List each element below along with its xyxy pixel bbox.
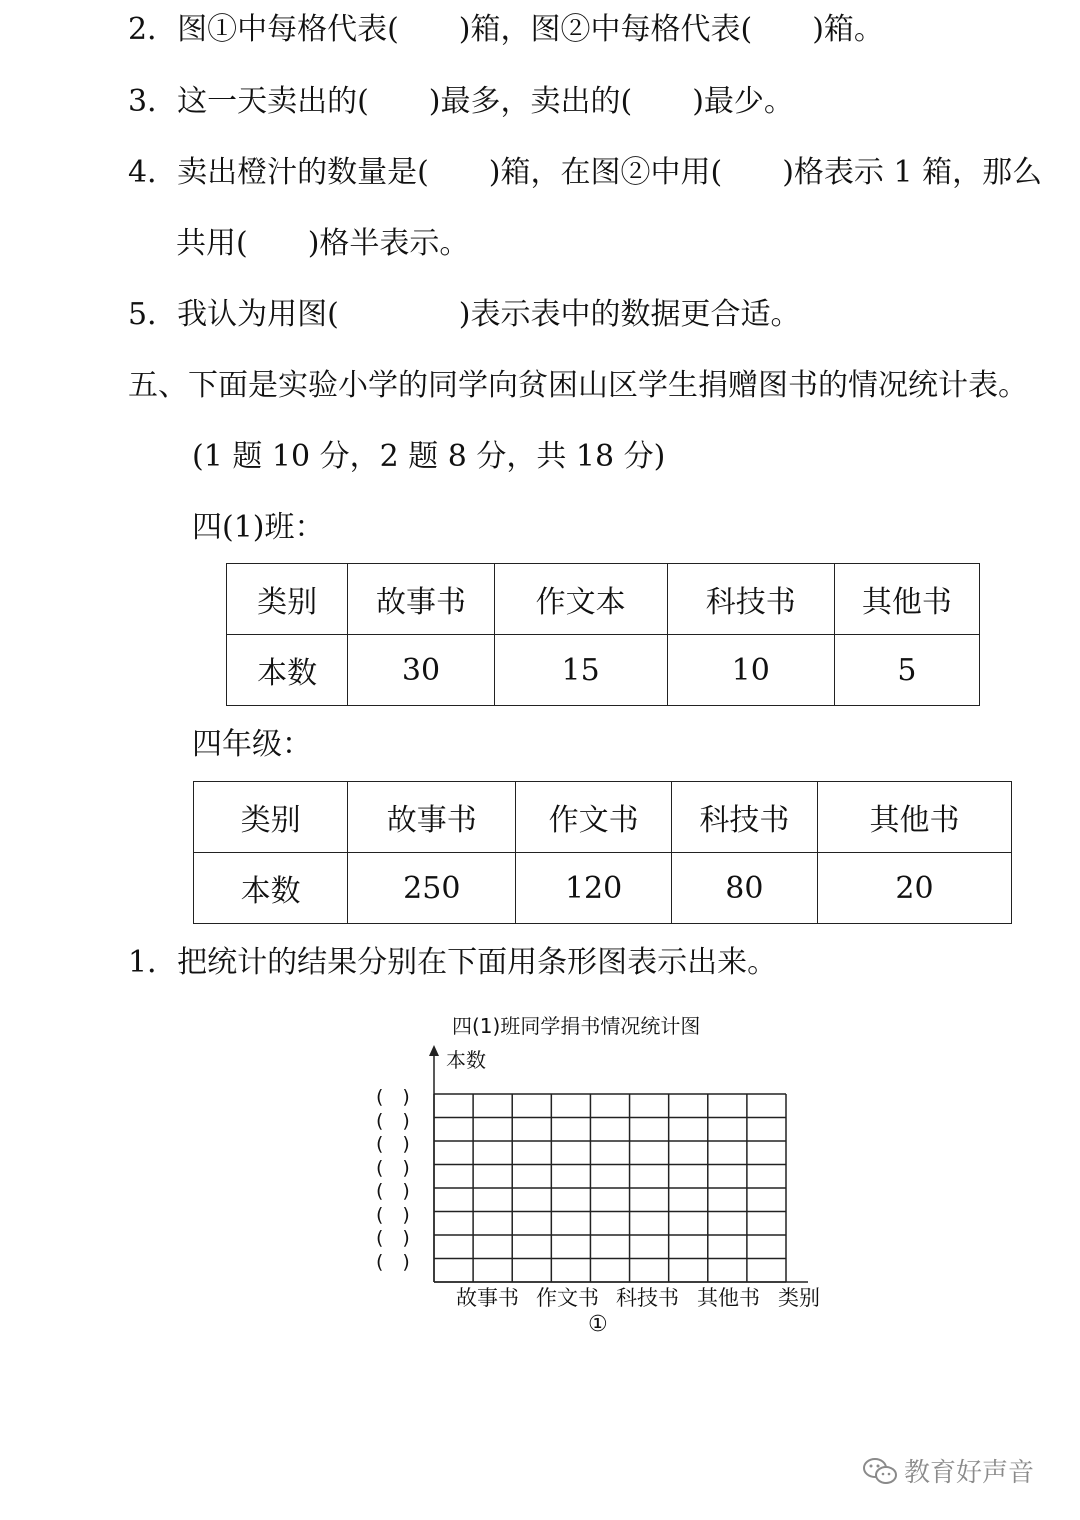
question-number: 5． [128,297,178,332]
table-cell: 30 [348,635,494,706]
question-text: 共用( )格半表示。 [176,226,470,261]
table-cell: 其他书 [834,564,979,635]
table-cell: 作文本 [494,564,667,635]
table-cell: 250 [348,853,516,924]
question-text: 这一天卖出的( )最多，卖出的( )最少。 [177,84,794,119]
question-number: 3． [128,84,178,119]
x-axis-label: 类别 [778,1286,820,1310]
table-cell: 作文书 [516,782,671,853]
table-cell: 类别 [227,564,348,635]
question-text: 卖出橙汁的数量是( )箱，在图②中用( )格表示 1 箱，那么 [177,155,1043,190]
section-score: (1 题 10 分，2 题 8 分，共 18 分) [192,439,666,474]
chart-number: ① [588,1312,608,1337]
y-tick-blank: ( ) [376,1086,410,1108]
y-tick-blank: ( ) [376,1156,410,1179]
y-tick-blank: ( ) [376,1133,410,1155]
y-tick-blank: ( ) [376,1227,410,1249]
wechat-icon [862,1456,898,1486]
x-category-label: 科技书 [616,1286,679,1310]
watermark [862,1452,1034,1489]
table-cell: 类别 [194,782,348,853]
question-text: 图①中每格代表( )箱，图②中每格代表( )箱。 [177,12,884,47]
table1-caption: 四(1)班： [192,510,325,545]
table-cell: 80 [671,853,817,924]
chart-title: 四(1)班同学捐书情况统计图 [452,1014,701,1038]
question-text: 我认为用图( )表示表中的数据更合适。 [177,297,801,332]
question-number: 1． [128,945,178,980]
chart-y-axis-label: 本数 [446,1048,486,1072]
question-number: 4． [128,155,178,190]
y-tick-blank: ( ) [376,1203,410,1226]
section-heading: 五、下面是实验小学的同学向贫困山区学生捐赠图书的情况统计表。 [128,368,1028,403]
table2-caption: 四年级： [192,727,312,762]
table-cell: 本数 [227,635,348,706]
y-tick-blank: ( ) [376,1180,410,1202]
table-cell: 本数 [194,853,348,924]
table-cell: 故事书 [348,564,494,635]
x-category-label: 故事书 [456,1286,519,1310]
x-category-label: 其他书 [697,1286,760,1310]
table-cell: 故事书 [348,782,516,853]
question-text: 把统计的结果分别在下面用条形图表示出来。 [177,945,778,980]
y-tick-blank: ( ) [376,1250,410,1273]
table-cell: 科技书 [667,564,834,635]
table-cell: 5 [834,635,979,706]
table-cell: 15 [494,635,667,706]
y-axis-arrow-icon [429,1045,439,1056]
x-category-label: 作文书 [536,1286,599,1310]
table-cell: 20 [818,853,1012,924]
table-cell: 120 [516,853,671,924]
y-tick-blank: ( ) [376,1109,410,1132]
table-cell: 10 [667,635,834,706]
table-cell: 科技书 [671,782,817,853]
question-number: 2． [128,12,178,47]
watermark-text: 教育好声音 [904,1458,1035,1488]
table-cell: 其他书 [818,782,1012,853]
